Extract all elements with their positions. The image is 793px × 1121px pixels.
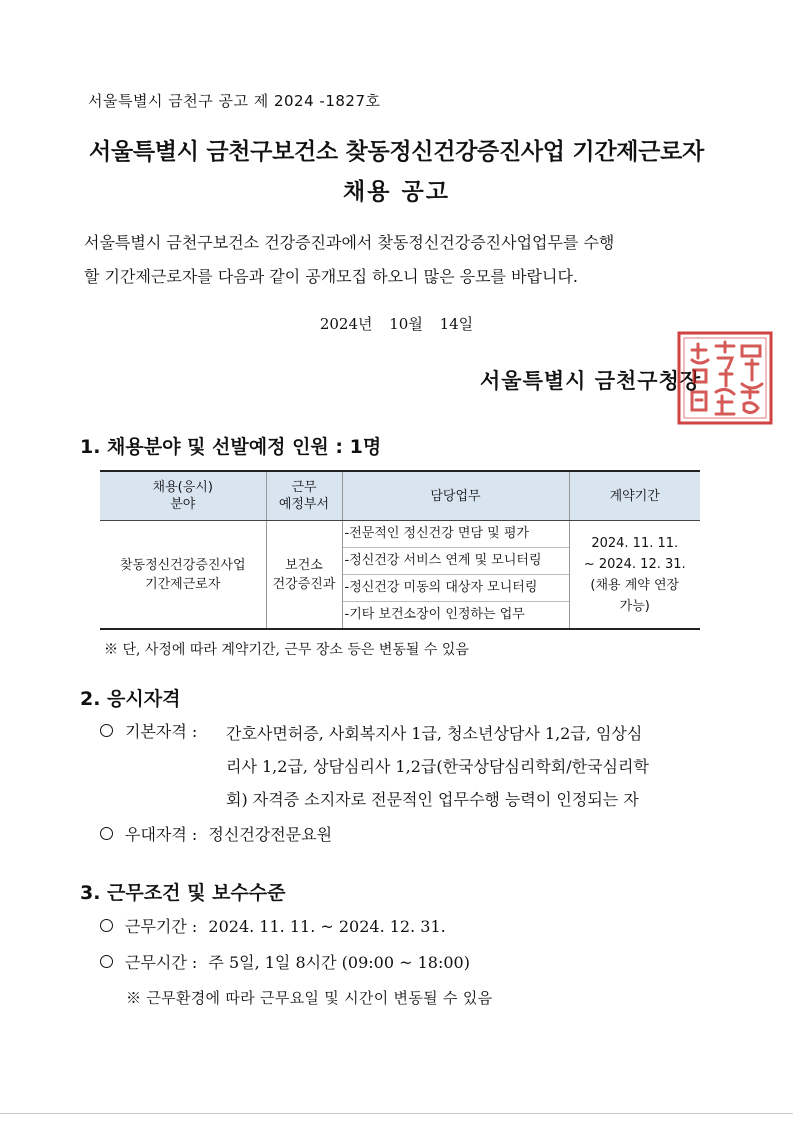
section1-heading: 1. 채용분야 및 선발예정 인원 : 1명: [80, 436, 382, 458]
basic-qualification-label: 기본자격 :: [125, 722, 198, 741]
intro-line-1: 서울특별시 금천구보건소 건강증진과에서 찾동정신건강증진사업업무를 수행: [84, 233, 615, 252]
circle-bullet-icon: [100, 724, 113, 737]
cell-text: 건강증진과: [272, 576, 336, 592]
cell-text: 기간제근로자: [145, 576, 221, 592]
duty-item: -기타 보건소장이 인정하는 업무: [344, 607, 525, 622]
work-period-label: 근무기간 :: [125, 917, 198, 936]
intro-line-2: 할 기간제근로자를 다음과 같이 공개모집 하오니 많은 응모를 바랍니다.: [84, 267, 578, 286]
basic-qualification-label-row: [100, 719, 197, 742]
preferred-qualification-label: 우대자격 :: [125, 825, 198, 844]
duty-item: -전문적인 정신건강 면담 및 평가: [343, 521, 569, 548]
page-title: 서울특별시 금천구보건소 찾동정신건강증진사업 기간제근로자: [89, 139, 704, 165]
header-text: 담당업무: [430, 488, 481, 504]
cell-text: 보건소: [285, 557, 323, 573]
basic-qualification-text: [226, 717, 716, 816]
circle-bullet-icon: [100, 827, 113, 840]
page-title-second-line: 채용 공고: [343, 179, 450, 205]
section3-note: ※ 근무환경에 따라 근무요일 및 시간이 변동될 수 있음: [126, 989, 493, 1007]
section3-heading: 3. 근무조건 및 보수수준: [80, 882, 286, 904]
cell-text: ~ 2024. 12. 31.: [583, 556, 686, 572]
notice-date: 2024년 10월 14일: [319, 315, 474, 333]
header-department: [266, 471, 342, 521]
basic-qualification-line: 회) 자격증 소지자로 전문적인 업무수행 능력이 인정되는 자: [226, 790, 639, 809]
work-period-value: 2024. 11. 11. ~ 2024. 12. 31.: [208, 917, 446, 936]
cell-contract-period: [569, 521, 700, 630]
intro-paragraph: [84, 226, 724, 294]
header-contract-period: [569, 471, 700, 521]
cell-text: (채용 계약 연장: [590, 577, 680, 593]
header-text: 계약기간: [609, 488, 660, 504]
circle-bullet-icon: [100, 955, 113, 968]
work-period-row: [100, 914, 446, 937]
header-text: 채용(응시): [152, 480, 213, 495]
duty-item: -정신건강 서비스 연계 및 모니터링: [343, 548, 569, 575]
cell-text: 가능): [619, 598, 650, 614]
cell-text: 찾동정신건강증진사업: [119, 557, 246, 573]
preferred-qualification-row: [100, 822, 332, 845]
page-bottom-divider: [0, 1113, 793, 1114]
cell-text: 2024. 11. 11.: [591, 535, 679, 551]
header-field: [100, 471, 266, 521]
table-row: [100, 521, 700, 630]
work-hours-label: 근무시간 :: [125, 953, 198, 972]
basic-qualification-line: 리사 1,2급, 상담심리사 1,2급(한국상담심리학회/한국심리학: [226, 757, 649, 776]
header-text: 근무: [291, 480, 317, 495]
issuer-name: 서울특별시 금천구청장: [480, 368, 702, 393]
official-seal-icon: [676, 330, 774, 426]
circle-bullet-icon: [100, 919, 113, 932]
notice-number: 서울특별시 금천구 공고 제 2024 -1827호: [88, 92, 381, 110]
section2-heading: 2. 응시자격: [80, 688, 181, 710]
work-hours-row: [100, 950, 470, 973]
cell-department: [266, 521, 342, 630]
section1-note: ※ 단, 사정에 따라 계약기간, 근무 장소 등은 변동될 수 있음: [104, 642, 469, 658]
cell-duties: [342, 521, 569, 630]
basic-qualification-line: 간호사면허증, 사회복지사 1급, 청소년상담사 1,2급, 임상심: [226, 724, 643, 743]
header-text: 분야: [170, 497, 196, 512]
recruitment-table: [100, 470, 700, 630]
duty-item: -정신건강 미동의 대상자 모니터링: [343, 575, 569, 602]
preferred-qualification-value: 정신건강전문요원: [208, 825, 333, 844]
work-hours-value: 주 5일, 1일 8시간 (09:00 ~ 18:00): [208, 953, 470, 972]
cell-field: [100, 521, 266, 630]
header-text: 예정부서: [278, 497, 330, 512]
header-duties: [342, 471, 569, 521]
table-header-row: [100, 471, 700, 521]
